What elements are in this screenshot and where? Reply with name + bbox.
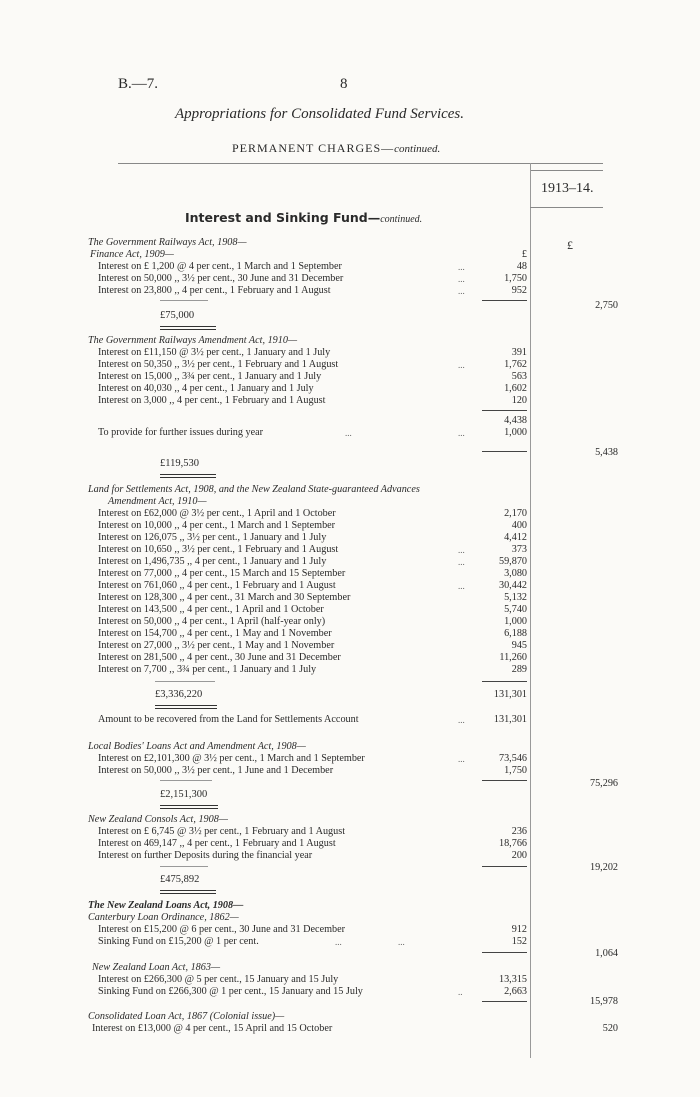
- subtotal-amount: 131,301: [493, 689, 527, 700]
- capital-sum: £75,000: [160, 310, 195, 321]
- line-item: Interest on 77,000 ,, 4 per cent., 15 March and 15 September: [98, 568, 346, 579]
- line-amount: 1,602: [504, 383, 527, 394]
- year-currency-symbol: £: [567, 238, 573, 252]
- section-nz-consols: [0, 814, 700, 885]
- section-nz-loan-1863: New Zealand Loan Act, 1863— Interest on £266,300 @ 5 per cent., 15 January and 15 July 13,315 Sinking Fund on £266,300 @ 1 per cent., 15 January and 15 July .. 2,663 15,978: [92, 962, 618, 1007]
- act-heading: Consolidated Loan Act, 1867 (Colonial issue)—: [88, 1011, 285, 1022]
- line-amount: 3,080: [504, 568, 527, 579]
- section-local-bodies-loans: Local Bodies' Loans Act and Amendment Act, 1908— Interest on £2,101,300 @ 3½ per cent., 1 March and 1 September ... 73,546 Interest on 50,000 ,, 3½ per cent., 1 June and 1 December 1,750 £2,151,300 75,296: [0, 741, 700, 777]
- year-total: 1,064: [595, 948, 618, 959]
- section-consolidated-loan-1867: [0, 1011, 700, 1035]
- line-amount: 6,188: [504, 628, 527, 639]
- line-amount: 4,412: [504, 532, 527, 543]
- line-amount: 59,870: [498, 556, 527, 567]
- line-amount: 152: [511, 936, 527, 947]
- line-item: Interest on 27,000 ,, 3½ per cent., 1 May and 1 November: [98, 640, 335, 651]
- line-item: Interest on 50,000 ,, 4 per cent., 1 April (half-year only): [98, 616, 326, 627]
- act-subheading: Finance Act, 1909—: [90, 249, 174, 260]
- year-column-head-rule: [530, 207, 603, 208]
- line-item: Interest on 3,000 ,, 4 per cent., 1 February and 1 August: [98, 395, 326, 406]
- line-item: Interest on 761,060 ,, 4 per cent., 1 February and 1 August: [98, 580, 336, 591]
- line-item: Interest on 40,030 ,, 4 per cent., 1 January and 1 July: [98, 383, 314, 394]
- line-amount: 73,546: [498, 753, 527, 764]
- line-amount: 1,762: [504, 359, 527, 370]
- line-item: Interest on 10,650 ,, 3½ per cent., 1 February and 1 August: [98, 544, 339, 555]
- section-land-for-settlements: Land for Settlements Act, 1908, and the New Zealand State-guaranteed Advances Amendment Act, 1910— Interest on £62,000 @ 3½ per cent., 1 April and 1 October 2,170 Interest on 10,000 ,, 4 per cent., 1 March and 1 September 400 Interest on 126,075 ,, 3½ per cent., 1 January and 1 July 4,412 Interest on 10,650 ,, 3½ per cent., 1 February and 1 August ... 373 Interest on 1,496,735 ,, 4 per cent., 1 January and 1 July ... 59,870 Interest on 77,000 ,, 4 per cent., 15 March and 15 September 3,080 Interest on 761,060 ,, 4 per cent., 1 February and 1 August ... 30,442 Interest on 128,300 ,, 4 per cent., 31 March and 30 September 5,132 Interest on 143,500 ,, 4 per cent., 1 April and 1 October 5,740 Interest on 50,000 ,, 4 per cent., 1 April (half-year only) 1,000 Interest on 154,700 ,, 4 per cent., 1 May and 1 November 6,188 Interest on 27,000 ,, 3½ per cent., 1 May and 1 November 945 Interest on 281,500 ,, 4 per cent., 30 June and 31 December 11,260 Interest on 7,700 ,, 3¾ per cent., 1 January and 1 July 289 £3,336,220 131,301 Amount to be recovered from the Land for Settlements Account ... 131,301: [88, 484, 527, 725]
- act-heading: New Zealand Loan Act, 1863—: [92, 962, 221, 973]
- line-amount: 952: [511, 285, 527, 296]
- line-amount: 2,663: [504, 986, 527, 997]
- line-item: Interest on 7,700 ,, 3¾ per cent., 1 January and 1 July: [98, 664, 317, 675]
- capital-sum: £3,336,220: [155, 689, 203, 700]
- line-amount: 912: [511, 924, 527, 935]
- year-total: 520: [602, 1023, 618, 1034]
- year-column-top-rule: [530, 170, 603, 171]
- line-item: Interest on further Deposits during the financial year: [98, 850, 313, 861]
- section-nz-loans-canterbury: The New Zealand Loans Act, 1908— Canterbury Loan Ordinance, 1862— Interest on £15,200 @ 6 per cent., 30 June and 31 December 912 Sinking Fund on £15,200 @ 1 per cent. ... ... 152 1,064: [88, 900, 618, 959]
- line-item: Interest on £11,150 @ 3½ per cent., 1 January and 1 July: [98, 347, 331, 358]
- page-title: Appropriations for Consolidated Fund Services.: [175, 106, 465, 122]
- line-item: Interest on 128,300 ,, 4 per cent., 31 March and 30 September: [98, 592, 351, 603]
- line-amount: 289: [511, 664, 527, 675]
- line-item: Interest on 50,000 ,, 3½ per cent., 30 June and 31 December: [98, 273, 344, 284]
- page-reference: B.—7.: [118, 76, 159, 92]
- recoverable-amount: 131,301: [493, 714, 527, 725]
- act-heading: The Government Railways Amendment Act, 1910—: [88, 335, 298, 346]
- line-amount: 200: [511, 850, 527, 861]
- year-total: 19,202: [589, 862, 618, 873]
- line-item: Interest on 23,800 ,, 4 per cent., 1 February and 1 August: [98, 285, 331, 296]
- act-heading: The Government Railways Act, 1908—: [88, 237, 247, 248]
- line-item: Interest on 15,000 ,, 3¾ per cent., 1 January and 1 July: [98, 371, 322, 382]
- line-item: Interest on £ 6,745 @ 3½ per cent., 1 February and 1 August: [98, 826, 346, 837]
- line-amount: 11,260: [499, 652, 527, 663]
- line-item: Interest on 50,350 ,, 3½ per cent., 1 February and 1 August: [98, 359, 339, 370]
- act-subheading: Canterbury Loan Ordinance, 1862—: [88, 912, 239, 923]
- line-item: Interest on £266,300 @ 5 per cent., 15 January and 15 July: [98, 974, 339, 985]
- year-total: 5,438: [595, 447, 618, 458]
- line-item: Interest on £ 1,200 @ 4 per cent., 1 March and 1 September: [98, 261, 342, 272]
- line-amount: 1,000: [504, 616, 527, 627]
- line-amount: 391: [511, 347, 527, 358]
- line-amount: 2,170: [504, 508, 527, 519]
- line-item: Interest on 126,075 ,, 3½ per cent., 1 January and 1 July: [98, 532, 327, 543]
- act-heading: The New Zealand Loans Act, 1908—: [88, 900, 244, 911]
- line-amount: 236: [511, 826, 527, 837]
- subtotal-amount: 4,438: [504, 415, 527, 426]
- line-item: Interest on £15,200 @ 6 per cent., 30 June and 31 December: [98, 924, 346, 935]
- act-heading: New Zealand Consols Act, 1908—: [88, 814, 228, 825]
- line-item: Interest on 50,000 ,, 3½ per cent., 1 June and 1 December: [98, 765, 334, 776]
- line-amount: 120: [511, 395, 527, 406]
- capital-sum: £475,892: [160, 874, 200, 885]
- line-amount: 945: [511, 640, 527, 651]
- act-heading-cont: Amendment Act, 1910—: [108, 496, 207, 507]
- year-total: 15,978: [589, 996, 618, 1007]
- line-item: Sinking Fund on £266,300 @ 1 per cent., 15 January and 15 July: [98, 986, 363, 997]
- line-amount: 18,766: [498, 838, 527, 849]
- year-column-heading: 1913–14.: [541, 181, 594, 196]
- section-government-railways-finance: The Government Railways Act, 1908— Finance Act, 1909— £ Interest on £ 1,200 @ 4 per cent., 1 March and 1 September ... 48 Interest on 50,000 ,, 3½ per cent., 30 June and 31 December ... 1,750 Interest on 23,800 ,, 4 per cent., 1 February and 1 August ... 952 £75,000 2,750: [0, 237, 700, 297]
- line-item: Interest on £2,101,300 @ 3½ per cent., 1 March and 1 September: [98, 753, 365, 764]
- line-item: Interest on £62,000 @ 3½ per cent., 1 April and 1 October: [98, 508, 336, 519]
- line-amount: 30,442: [498, 580, 527, 591]
- currency-label: £: [521, 249, 527, 260]
- line-amount: 563: [511, 371, 527, 382]
- act-heading: Land for Settlements Act, 1908, and the New Zealand State-guaranteed Advances: [88, 484, 420, 495]
- page-number: 8: [340, 76, 348, 92]
- line-amount: 13,315: [498, 974, 527, 985]
- line-amount: 48: [516, 261, 527, 272]
- line-item: Interest on 281,500 ,, 4 per cent., 30 June and 31 December: [98, 652, 341, 663]
- recoverable-text: Amount to be recovered from the Land for Settlements Account: [98, 714, 359, 725]
- year-total: 2,750: [595, 300, 618, 311]
- capital-sum: £2,151,300: [160, 789, 208, 800]
- line-amount: 5,740: [504, 604, 527, 615]
- section-government-railways-amendment: The Government Railways Amendment Act, 1910— Interest on £11,150 @ 3½ per cent., 1 January and 1 July 391 Interest on 50,350 ,, 3½ per cent., 1 February and 1 August ... 1,762 Interest on 15,000 ,, 3¾ per cent., 1 January and 1 July 563 Interest on 40,030 ,, 4 per cent., 1 January and 1 July 1,602 Interest on 3,000 ,, 4 per cent., 1 February and 1 August 120 4,438 To provide for further issues during year ... ... 1,000 £119,530 5,438: [0, 335, 700, 439]
- year-total: 75,296: [589, 778, 618, 789]
- further-issues-amount: 1,000: [504, 427, 527, 438]
- section-title: Interest and Sinking Fund—continued.: [185, 210, 423, 225]
- line-amount: 5,132: [504, 592, 527, 603]
- line-amount: 373: [511, 544, 527, 555]
- line-item: Interest on 154,700 ,, 4 per cent., 1 May and 1 November: [98, 628, 332, 639]
- line-item: Interest on £13,000 @ 4 per cent., 15 April and 15 October: [92, 1023, 333, 1034]
- line-amount: 400: [511, 520, 527, 531]
- running-head: PERMANENT CHARGES—continued.: [232, 141, 441, 155]
- line-item: Interest on 1,496,735 ,, 4 per cent., 1 January and 1 July: [98, 556, 327, 567]
- capital-sum: £119,530: [160, 458, 199, 469]
- line-item: Interest on 469,147 ,, 4 per cent., 1 February and 1 August: [98, 838, 336, 849]
- line-amount: 1,750: [504, 273, 527, 284]
- line-item: Sinking Fund on £15,200 @ 1 per cent.: [98, 936, 259, 947]
- act-heading: Local Bodies' Loans Act and Amendment Act, 1908—: [88, 741, 306, 752]
- further-issues-text: To provide for further issues during year: [98, 427, 264, 438]
- line-amount: 1,750: [504, 765, 527, 776]
- line-item: Interest on 10,000 ,, 4 per cent., 1 March and 1 September: [98, 520, 336, 531]
- line-item: Interest on 143,500 ,, 4 per cent., 1 April and 1 October: [98, 604, 324, 615]
